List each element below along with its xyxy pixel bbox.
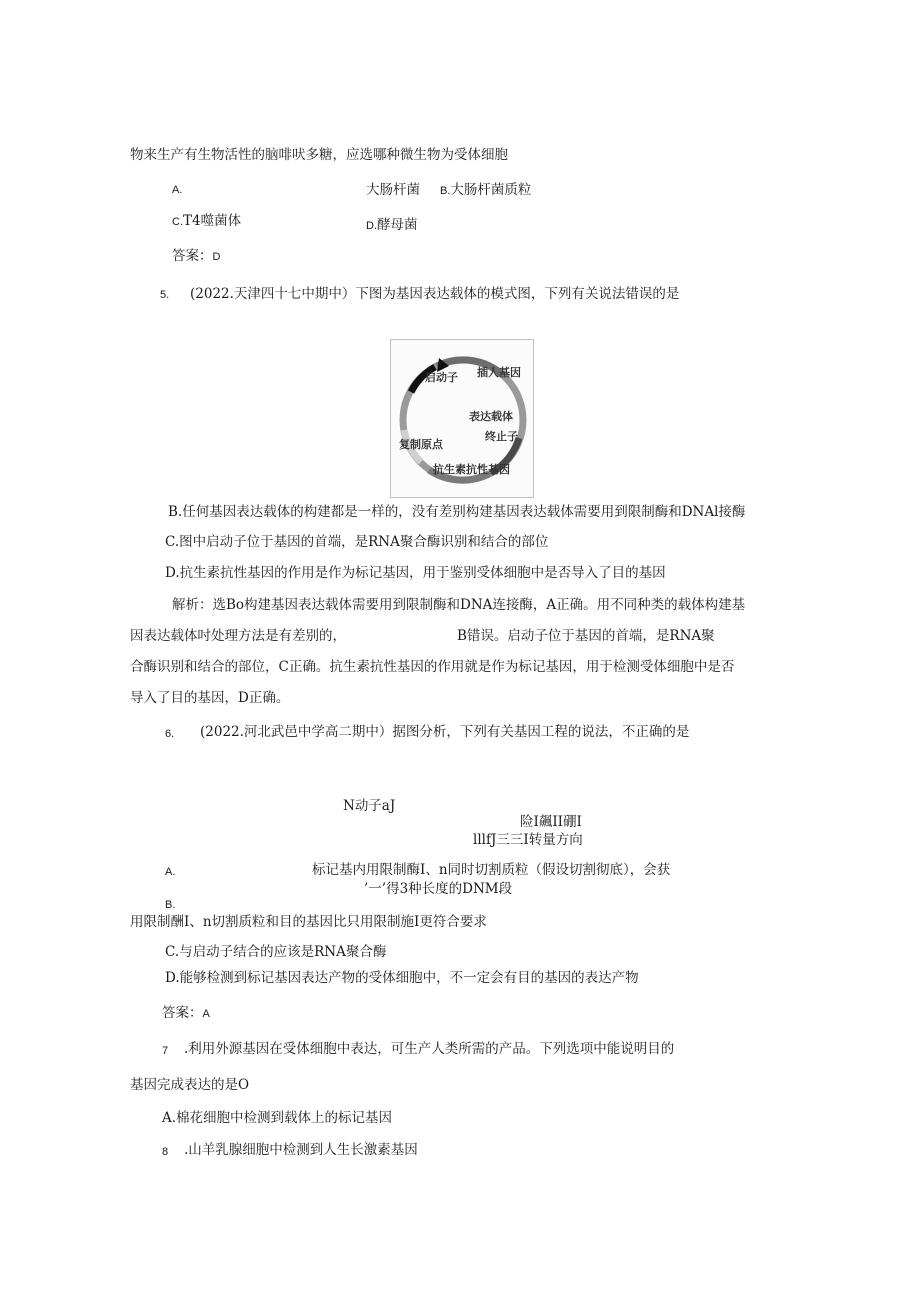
expression-vector-diagram: [390, 339, 534, 498]
q6-figure-line-1: N动子aJ: [343, 798, 396, 814]
label-insert-gene: 插人基因: [477, 366, 521, 379]
q5-analysis-line-2b: B错误。启动子位于基因的首端，是RNA聚: [457, 628, 715, 644]
q7-stem-line-1: .利用外源基因在受体细胞中表达，可生产人类所需的产品。下列选项中能说明目的: [184, 1041, 675, 1057]
label-promoter: 启动子: [425, 371, 458, 384]
q6-number: 6.: [165, 728, 175, 740]
q5-stem: (2022.天津四十七中期中）下图为基因表达载体的模式图，下列有关说法错误的是: [190, 286, 680, 302]
q4-answer: 答案：D: [172, 248, 221, 264]
q5-option-b: B.任何基因表达载体的构建都是一样的，没有差别构建基因表达载体需要用到限制酶和DNAl接酶: [168, 504, 746, 520]
q6-option-b-text: 用限制酬I、n切割质粒和目的基因比只用限制施I更符合要求: [130, 914, 487, 930]
q6-figure-line-3: lllfJ三三I转量方向: [473, 832, 583, 848]
q6-option-c: C.与启动子结合的应该是RNA聚合酶: [165, 944, 387, 960]
q5-option-d: D.抗生素抗性基因的作用是作为标记基因，用于鉴别受体细胞中是否导入了目的基因: [165, 565, 666, 581]
q5-analysis-line-2a: 因表达载体吋处理方法是有差别的，: [130, 628, 346, 644]
q5-number: 5.: [160, 289, 170, 301]
label-terminator: 终止子: [485, 430, 518, 443]
label-origin: 复制原点: [399, 438, 443, 451]
q8-number: 8: [162, 1146, 169, 1158]
q4-option-d: D.酵母菌: [366, 217, 418, 233]
label-vector: 表达载体: [469, 410, 513, 423]
q6-option-d: D.能够检测到标记基因表达产物的受体细胞中，不一定会有目的基因的表达产物: [165, 970, 639, 986]
q5-analysis-line-4: 导入了目的基因，D正确。: [130, 690, 290, 706]
q6-option-a-label: A.: [165, 866, 176, 878]
q6-option-a-text-2: ’一’得3种长度的DNM段: [364, 881, 513, 897]
q6-stem: (2022.河北武邑中学高二期中）据图分析，下列有关基因工程的说法，不正确的是: [200, 724, 690, 740]
q4-stem: 物来生产有生物活性的脑啡吠多糖，应选哪种微生物为受体细胞: [130, 147, 508, 163]
q7-stem-line-2: 基因完成表达的是O: [130, 1077, 250, 1093]
q6-option-b-label: B.: [165, 899, 176, 911]
q4-option-b: B.大肠杆菌质粒: [440, 182, 532, 198]
q5-option-c: C.图中启动子位于基因的首端，是RNA聚合酶识别和结合的部位: [165, 534, 549, 550]
label-resistance: 抗生素抗性基因: [433, 463, 510, 476]
q4-option-a-text: 大肠杆菌: [366, 182, 420, 198]
q5-analysis-line-3: 合酶识别和结合的部位，C正确。抗生素抗性基因的作用就是作为标记基因，用于检测受体细胞中是否: [130, 659, 735, 675]
q6-option-a-text: 标记基内用限制酶I、n同时切割质粒（假设切割彻底），会获: [312, 862, 671, 878]
q8-text: .山羊乳腺细胞中检测到人生长激素基因: [184, 1142, 418, 1158]
q6-answer: 答案：A: [162, 1005, 210, 1021]
q7-number: 7: [162, 1045, 169, 1057]
q4-option-a-label: A.: [172, 184, 183, 196]
q5-analysis-line-1: 解析：选Bo构建基因表达载体需要用到限制酶和DNA连接酶，A正确。用不同种类的载体构建基: [172, 597, 746, 613]
q4-option-c: C.T4噬菌体: [172, 213, 242, 229]
q6-figure-line-2: 险I飆II硼I: [520, 814, 582, 830]
q7-option-a: A.棉花细胞中检测到载体上的标记基因: [162, 1110, 393, 1126]
